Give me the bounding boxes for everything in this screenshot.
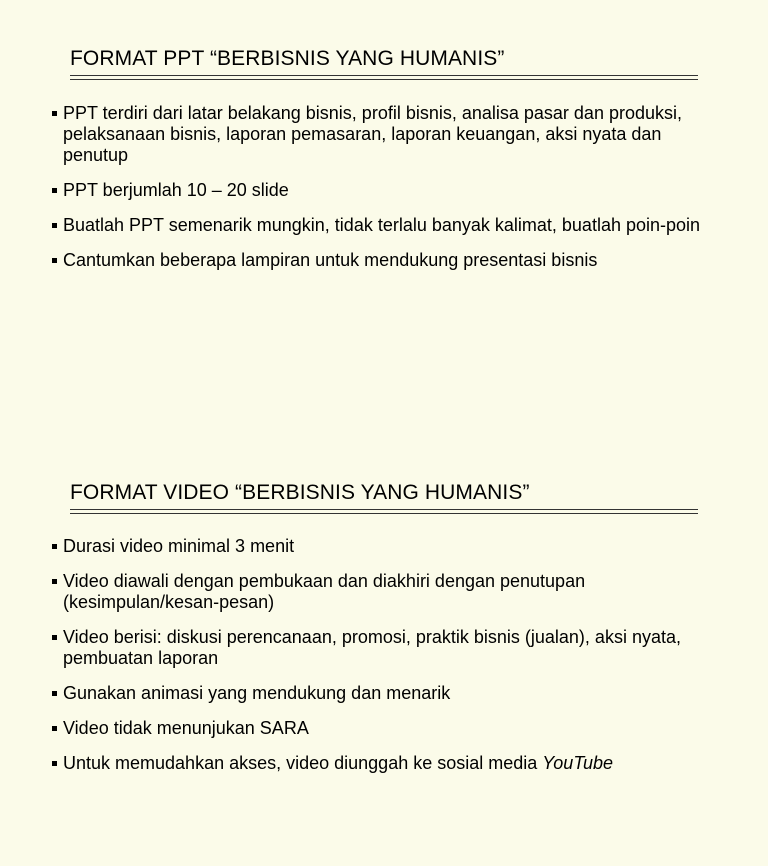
bullet-icon — [52, 761, 57, 766]
bullet-icon — [52, 691, 57, 696]
bullet-icon — [52, 111, 57, 116]
bullet-icon — [52, 544, 57, 549]
list-item-text: PPT berjumlah 10 – 20 slide — [63, 180, 289, 200]
list-item-text: Video berisi: diskusi perencanaan, promosi, praktik bisnis (jualan), aksi nyata, pembuatan laporan — [63, 627, 681, 668]
list-item — [52, 627, 712, 669]
list-item-text: PPT terdiri dari latar belakang bisnis, profil bisnis, analisa pasar dan produksi, pelaksanaan bisnis, laporan pemasaran, laporan keuangan, aksi nyata dan penutup — [63, 103, 682, 165]
list-item-text: Video tidak menunjukan SARA — [63, 718, 309, 738]
list-item — [52, 215, 712, 236]
list-item — [52, 250, 712, 271]
bullet-icon — [52, 635, 57, 640]
list-item — [52, 180, 712, 201]
video-title-double-rule — [70, 509, 698, 514]
video-requirements-list — [52, 536, 712, 788]
youtube-emphasis: YouTube — [542, 753, 614, 773]
list-item-text: Buatlah PPT semenarik mungkin, tidak terlalu banyak kalimat, buatlah poin-poin — [63, 215, 701, 235]
ppt-section-title: FORMAT PPT “BERBISNIS YANG HUMANIS” — [70, 47, 505, 70]
bullet-icon — [52, 188, 57, 193]
list-item-text: Untuk memudahkan akses, video diunggah ke sosial media — [63, 753, 543, 773]
list-item-text: Gunakan animasi yang mendukung dan menarik — [63, 683, 451, 703]
list-item — [52, 571, 712, 613]
ppt-title-double-rule — [70, 75, 698, 80]
list-item-text: Cantumkan beberapa lampiran untuk mendukung presentasi bisnis — [63, 250, 598, 270]
list-item — [52, 683, 712, 704]
ppt-requirements-list — [52, 103, 712, 285]
list-item — [52, 103, 712, 166]
bullet-icon — [52, 579, 57, 584]
list-item — [52, 536, 712, 557]
list-item — [52, 753, 712, 774]
bullet-icon — [52, 223, 57, 228]
list-item — [52, 718, 712, 739]
list-item-text: Durasi video minimal 3 menit — [63, 536, 295, 556]
list-item-text: Video diawali dengan pembukaan dan diakhiri dengan penutupan (kesimpulan/kesan-pesan) — [63, 571, 586, 612]
bullet-icon — [52, 726, 57, 731]
video-section-title: FORMAT VIDEO “BERBISNIS YANG HUMANIS” — [70, 481, 530, 504]
bullet-icon — [52, 258, 57, 263]
